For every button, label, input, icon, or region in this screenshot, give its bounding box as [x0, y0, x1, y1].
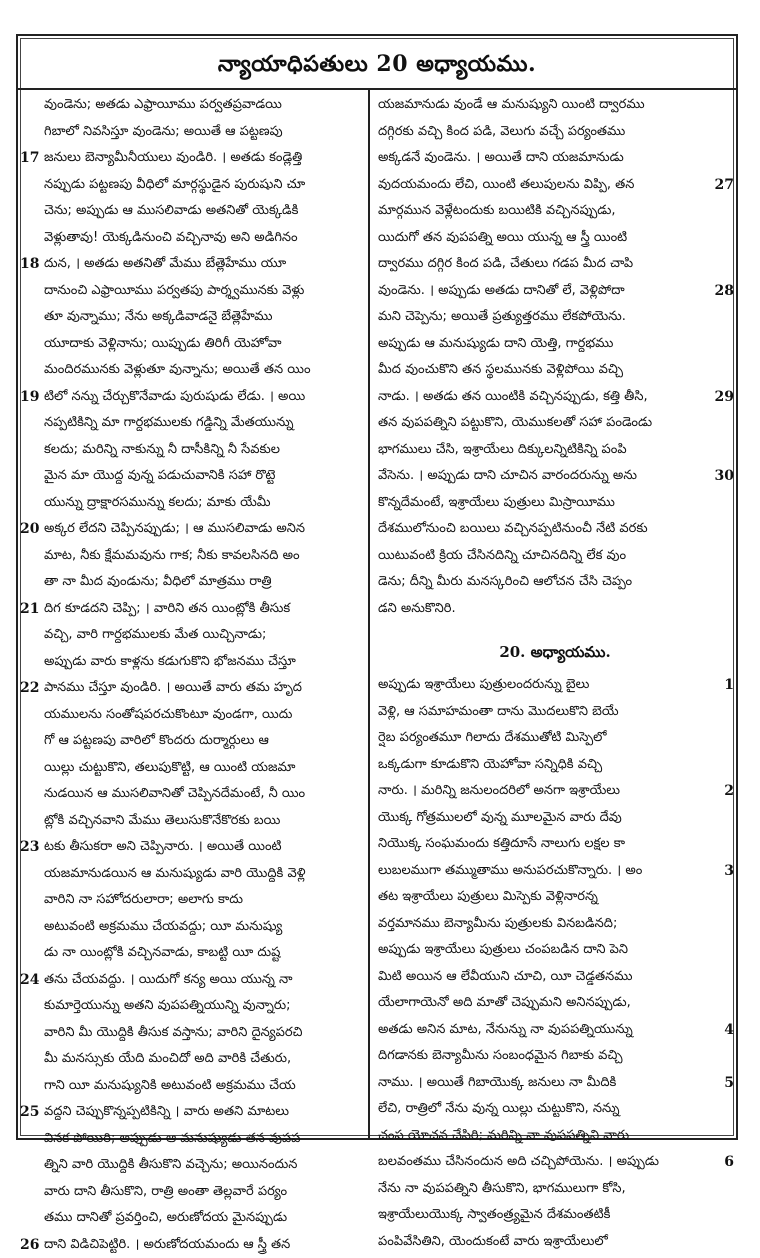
line-text: గిబాలో నివసిస్తూ వుండెను; అయితే ఆ పట్టణపు: [44, 124, 283, 139]
text-line: [372, 1123, 738, 1150]
text-line: [18, 914, 366, 941]
text-line: [18, 887, 366, 914]
line-text: కుమార్తెయున్ను అతని వుపపత్నియున్ని వున్నారు;: [44, 998, 290, 1013]
right-column-top-text: [372, 92, 738, 622]
text-line: [18, 1232, 366, 1258]
line-text: దిగ కూడదని చెప్పి; । వారిని తన యింట్లోకి తీసుక: [44, 601, 290, 616]
line-text: మని చెప్పెను; అయితే ప్రత్యుత్తరము లేకపోయెను.: [378, 309, 626, 324]
line-text: వచ్చి, వారి గార్దభములకు మేత యిచ్చినాడు;: [44, 627, 266, 642]
line-text: తా నా మీద వుండును; వీధిలో మాత్రము రాత్రి: [44, 574, 272, 589]
line-text: వుండెను. । అప్పుడు అతడు దానితో లే, వెళ్లిపోదా: [378, 283, 625, 298]
verse-number: 4: [724, 1017, 734, 1044]
line-text: వినక పోయిరి; అప్పుడు ఆ మనుష్యుడు తన వుపప: [44, 1131, 300, 1146]
text-line: [18, 1046, 366, 1073]
text-line: [372, 357, 738, 384]
line-text: పానము చేస్తూ వుండిరి. । అయితే వారు తమ హృద: [44, 680, 302, 695]
line-text: యజమానుడు వుండే ఆ మనుష్యుని యింటి ద్వారము: [378, 97, 645, 112]
line-text: యున్ను ద్రాక్షారసమున్ను కలదు; మాకు యేమీ: [44, 495, 271, 510]
verse-number: 28: [715, 278, 734, 305]
text-line: [18, 119, 366, 146]
text-line: [18, 225, 366, 252]
verse-number: 19: [20, 384, 39, 411]
text-line: [372, 596, 738, 623]
verse-number: 23: [20, 834, 39, 861]
text-line: [18, 675, 366, 702]
line-text: నప్పటికిన్ని మా గార్దభములకు గడ్డిన్ని మేతయున్ను: [44, 415, 294, 430]
text-line: [372, 251, 738, 278]
line-text: యిదుగో తన వుపపత్ని అయి యున్న ఆ స్త్రీ యింటి: [378, 230, 627, 245]
line-text: ద్వారము దగ్గిర కింద పడి, చేతులు గడప మీద చాపి: [378, 256, 633, 271]
text-line: [372, 937, 738, 964]
line-text: వుండెను; అతడు ఎఫ్రాయీము పర్వతప్రవాడయి: [44, 97, 282, 112]
text-line: [372, 884, 738, 911]
line-text: బలవంతము చేసినందున అది చచ్చిపోయెను. । అప్పుడు: [378, 1154, 659, 1169]
text-line: [18, 278, 366, 305]
right-column: [372, 92, 738, 1255]
text-line: [18, 357, 366, 384]
text-line: [18, 410, 366, 437]
line-text: మార్గమున వెళ్లేటందుకు బయిటికి వచ్చినప్పుడు,: [378, 203, 616, 218]
line-text: జనులు బెన్యామీనీయులు వుండిరి. । అతడు కండ్లెత్తి: [44, 150, 302, 165]
text-line: [372, 911, 738, 938]
text-line: [18, 861, 366, 888]
line-text: అప్పుడు ఇశ్రాయేలు పుత్రులు చంపబడిన దాని పెని: [378, 942, 628, 957]
line-text: వర్తమానము బెన్యామీను పుత్రులకు వినబడినది;: [378, 916, 617, 931]
line-text: వెళ్లుతావు! యెక్కడినుంచి వచ్చినావు అని అడిగినం: [44, 230, 298, 245]
verse-number: 22: [20, 675, 39, 702]
line-text: నాడు. । అతడు తన యింటికి వచ్చినప్పుడు, కత్తి తీసి,: [378, 389, 648, 404]
text-line: [18, 622, 366, 649]
text-line: [372, 1149, 738, 1176]
text-line: [372, 1229, 738, 1256]
text-line: [372, 1096, 738, 1123]
chapter-heading: 20. అధ్యాయము.: [372, 632, 738, 672]
line-text: తన వుపపత్నిని పట్టుకొని, యెముకలతో సహా పండెండు: [378, 415, 652, 430]
text-line: [18, 808, 366, 835]
text-line: [372, 1070, 738, 1097]
text-line: [372, 331, 738, 358]
text-line: [372, 145, 738, 172]
line-text: నప్పుడు పట్టణపు వీధిలో మార్గస్థుడైన పురుషుని చూ: [44, 177, 305, 192]
text-line: [18, 437, 366, 464]
text-line: [18, 1205, 366, 1232]
text-line: [18, 834, 366, 861]
text-line: [372, 172, 738, 199]
verse-number: 21: [20, 596, 39, 623]
line-text: వద్దని చెప్పుకొన్నప్పటికిన్ని । వారు అతని మాటలు: [44, 1104, 289, 1119]
line-text: నియొక్క సంఘమందు కత్తిదూసే నాలుగు లక్షల కా: [378, 836, 625, 851]
line-text: వారిని మీ యొద్దికి తీసుక వస్తాను; వారిని దైన్యపరచి: [44, 1025, 303, 1040]
verse-number: 17: [20, 145, 39, 172]
line-text: తము దానితో ప్రవర్తించి, అరుణోదయ మైనప్పుడు: [44, 1210, 287, 1225]
line-text: కలదు; మరిన్ని నాకున్ను నీ దాసీకిన్ని నీ సేవకుల: [44, 442, 280, 457]
line-text: గాని యీ మనుష్యునికి అటువంటి అక్రమము చేయ: [44, 1078, 296, 1093]
line-text: నుడయిన ఆ ముసలివానితో చెప్పినదేమంటే, నీ యిం: [44, 786, 305, 801]
line-text: యములను సంతోషపరచుకొంటూ వుండగా, యిదు: [44, 707, 292, 722]
text-line: [18, 1152, 366, 1179]
text-line: [18, 1126, 366, 1153]
line-text: భాగములు చేసి, ఇశ్రాయేలు దిక్కులన్నిటికిన్ని పంపి: [378, 442, 627, 457]
verse-number: 25: [20, 1099, 39, 1126]
text-line: [18, 596, 366, 623]
line-text: తూ వున్నాము; నేను అక్కడివాడనై బేత్లెహేము: [44, 309, 273, 324]
text-line: [372, 490, 738, 517]
verse-number: 2: [724, 778, 734, 805]
verse-number: 5: [724, 1070, 734, 1097]
text-line: [372, 92, 738, 119]
line-text: చంప యోచన చేసిరి; మరిన్ని నా వుపపత్నిని వారు: [378, 1128, 629, 1143]
verse-number: 20: [20, 516, 39, 543]
line-text: యేలాగాయెనో అది మాతో చెప్పుమని అనినప్పుడు,: [378, 995, 631, 1010]
verse-number: 24: [20, 967, 39, 994]
line-text: లేచి, రాత్రిలో నేను వున్న యిల్లు చుట్టుకొని, నన్ను: [378, 1101, 620, 1116]
line-text: మిటి అయిన ఆ లేవీయుని చూచి, యీ చెడ్డతనము: [378, 969, 633, 984]
page-title: న్యాయాధిపతులు 20 అధ్యాయము.: [18, 40, 736, 88]
line-text: అటువంటి అక్రమము చేయవద్దు; యీ మనుష్యు: [44, 919, 282, 934]
line-text: ఇశ్రాయేలుయొక్క స్వాతంత్ర్యమైన దేశమంతటికీ: [378, 1207, 610, 1222]
line-text: దగ్గిరకు వచ్చి కింద పడి, వెలుగు వచ్చే పర్యంతము: [378, 124, 625, 139]
text-line: [372, 384, 738, 411]
text-line: [372, 990, 738, 1017]
page-frame: [16, 34, 738, 1140]
line-text: దున, । అతడు అతనితో మేము బేత్లెహేము యూ: [44, 256, 286, 271]
line-text: నాము. । అయితే గిబాయొక్క జనులు నా మీదికి: [378, 1075, 616, 1090]
line-text: టిలో నన్ను చేర్చుకొనేవాడు పురుషుడు లేడు. । అయి: [44, 389, 305, 404]
text-line: [18, 781, 366, 808]
verse-number: 18: [20, 251, 39, 278]
line-text: త్నిని వారి యొద్దికి తీసుకొని వచ్చెను; అయినందున: [44, 1157, 297, 1172]
line-text: ర్షెబ పర్యంతమూ గిలాదు దేశముతోటి మిస్పెలో: [378, 730, 606, 745]
text-line: [372, 1017, 738, 1044]
heading-gap: [372, 622, 738, 632]
text-line: [372, 304, 738, 331]
line-text: డెను; దీన్ని మీరు మనస్కరించి ఆలోచన చేసి చెప్పం: [378, 574, 632, 589]
text-line: [372, 725, 738, 752]
text-line: [18, 1073, 366, 1100]
line-text: వేసెను. । అప్పుడు దాని చూచిన వారందరున్ను అను: [378, 468, 637, 483]
line-text: దేశములోనుంచి బయిలు వచ్చినప్పటినుంచీ నేటి వరకు: [378, 521, 648, 536]
line-text: ఒక్కడుగా కూడుకొని యెహోవా సన్నిధికి వచ్చి: [378, 757, 602, 772]
line-text: దాని విడిచిపెట్టిరి. । అరుణోదయమందు ఆ స్త్రీ తన: [44, 1237, 290, 1252]
text-line: [18, 384, 366, 411]
text-line: [372, 437, 738, 464]
text-line: [18, 1099, 366, 1126]
line-text: డని అనుకొనిరి.: [378, 601, 456, 616]
text-line: [18, 569, 366, 596]
verse-number: 1: [724, 672, 734, 699]
text-line: [372, 463, 738, 490]
text-line: [372, 778, 738, 805]
text-line: [372, 569, 738, 596]
column-divider: [368, 88, 370, 1138]
line-text: అప్పుడు వారు కాళ్లను కడుగుకొని భోజనము చేస్తూ: [44, 654, 296, 669]
text-line: [372, 1176, 738, 1203]
line-text: మీద వుంచుకొని తన స్థలమునకు వెళ్లిపోయి వచ్చి: [378, 362, 623, 377]
line-text: తట ఇశ్రాయేలు పుత్రులు మిస్పెకు వెళ్లినారన్న: [378, 889, 598, 904]
line-text: తను చేయవద్దు. । యిదుగో కన్య అయి యున్న నా: [44, 972, 293, 987]
text-line: [372, 543, 738, 570]
text-line: [372, 699, 738, 726]
line-text: అతడు అనిన మాట, నేనున్ను నా వుపపత్నియున్ను: [378, 1022, 633, 1037]
line-text: వారిని నా సహోదరులారా; అలాగు కాదు: [44, 892, 243, 907]
line-text: డు నా యింట్లోకి వచ్చినవాడు, కాబట్టి యీ దుష్ట: [44, 945, 280, 960]
text-line: [372, 410, 738, 437]
verse-number: 27: [715, 172, 734, 199]
text-line: [18, 649, 366, 676]
text-line: [18, 967, 366, 994]
line-text: యొక్క గోత్రములలో వున్న మూలమైన వారు దేవు: [378, 810, 622, 825]
line-text: పంపివేసితిని, యెందుకంటే వారు ఇశ్రాయేలులో: [378, 1234, 608, 1249]
text-line: [18, 993, 366, 1020]
line-text: దానుంచి ఎఫ్రాయీము పర్వతపు పార్శ్వమునకు వెళ్లు: [44, 283, 304, 298]
left-column: [18, 92, 366, 1258]
line-text: యూదాకు వెళ్లినాను; యిప్పుడు తిరిగీ యెహోవా: [44, 336, 282, 351]
text-line: [18, 755, 366, 782]
line-text: యజమానుడయిన ఆ మనుష్యుడు వారి యొద్దికి వెళ్లి: [44, 866, 305, 881]
text-line: [372, 964, 738, 991]
text-line: [372, 1202, 738, 1229]
text-line: [18, 304, 366, 331]
line-text: మాట, నీకు క్షేమమవును గాక; నీకు కావలసినది అం: [44, 548, 300, 563]
text-line: [18, 728, 366, 755]
text-line: [372, 752, 738, 779]
line-text: అప్పుడు ఇశ్రాయేలు పుత్రులందరున్ను బైలు: [378, 677, 589, 692]
text-line: [18, 702, 366, 729]
line-text: టకు తీసుకరా అని చెప్పినారు. । అయితే యింటి: [44, 839, 282, 854]
verse-number: 29: [715, 384, 734, 411]
line-text: నేను నా వుపపత్నిని తీసుకొని, భాగములుగా కోసి,: [378, 1181, 626, 1196]
text-line: [18, 940, 366, 967]
text-line: [18, 1179, 366, 1206]
text-line: [372, 858, 738, 885]
text-line: [18, 145, 366, 172]
text-line: [18, 463, 366, 490]
text-line: [372, 805, 738, 832]
text-line: [18, 92, 366, 119]
line-text: మందిరమునకు వెళ్లుతూ వున్నాను; అయితే తన యిం: [44, 362, 311, 377]
title-rule: [18, 88, 736, 90]
text-line: [372, 516, 738, 543]
text-line: [372, 225, 738, 252]
text-line: [18, 331, 366, 358]
text-line: [372, 278, 738, 305]
text-line: [372, 119, 738, 146]
text-line: [18, 1020, 366, 1047]
text-line: [372, 831, 738, 858]
line-text: అక్కడనే వుండెను. । అయితే దాని యజమానుడు: [378, 150, 624, 165]
verse-number: 30: [715, 463, 734, 490]
line-text: ట్లోకి వచ్చినవాని మేము తెలుసుకొనేకొరకు బయి: [44, 813, 280, 828]
line-text: వెళ్లి, ఆ సమాహమంతా దాను మొదలుకొని బెయే: [378, 704, 619, 719]
line-text: నారు. । మరిన్ని జనులందరిలో అనగా ఇశ్రాయేలు: [378, 783, 620, 798]
line-text: గో ఆ పట్టణపు వారిలో కొందరు దుర్మార్గులు ఆ: [44, 733, 269, 748]
line-text: అప్పుడు ఆ మనుష్యుడు దాని యెత్తి, గార్దభము: [378, 336, 613, 351]
line-text: యిల్లు చుట్టుకొని, తలుపుకొట్టి, ఆ యింటి యజమా: [44, 760, 295, 775]
text-line: [18, 172, 366, 199]
line-text: దిగడానకు బెన్యామీను సంబంధమైన గిబాకు వచ్చి: [378, 1048, 623, 1063]
line-text: వారు దాని తీసుకొని, రాత్రి అంతా తెల్లవారే పర్యం: [44, 1184, 287, 1199]
text-line: [372, 1043, 738, 1070]
line-text: మైన మా యొద్ద వున్న పడుచువానికి సహా రొట్టె: [44, 468, 275, 483]
text-line: [18, 251, 366, 278]
verse-number: 3: [724, 858, 734, 885]
text-line: [18, 198, 366, 225]
line-text: చెను; అప్పుడు ఆ ముసలివాడు అతనితో యెక్కడికి: [44, 203, 298, 218]
line-text: యిటువంటి క్రియ చేసినదిన్ని చూచినదిన్ని లేక వుం: [378, 548, 626, 563]
text-line: [18, 490, 366, 517]
text-line: [18, 543, 366, 570]
verse-number: 26: [20, 1232, 39, 1258]
text-line: [18, 516, 366, 543]
line-text: లుబలముగా తమ్ముతాము అనుపరచుకొన్నారు. । అం: [378, 863, 642, 878]
text-line: [372, 198, 738, 225]
verse-number: 6: [724, 1149, 734, 1176]
line-text: అక్కర లేదని చెప్పినప్పుడు; । ఆ ముసలివాడు అనిన: [44, 521, 305, 536]
text-line: [372, 672, 738, 699]
line-text: కొన్నదేమంటే, ఇశ్రాయేలు పుత్రులు మిస్రాయీము: [378, 495, 615, 510]
line-text: మీ మనస్సుకు యేది మంచిదో అది వారికి చేతురు,: [44, 1051, 291, 1066]
line-text: వుదయమందు లేచి, యింటి తలుపులను విప్పి, తన: [378, 177, 634, 192]
right-column-bottom-text: [372, 672, 738, 1255]
